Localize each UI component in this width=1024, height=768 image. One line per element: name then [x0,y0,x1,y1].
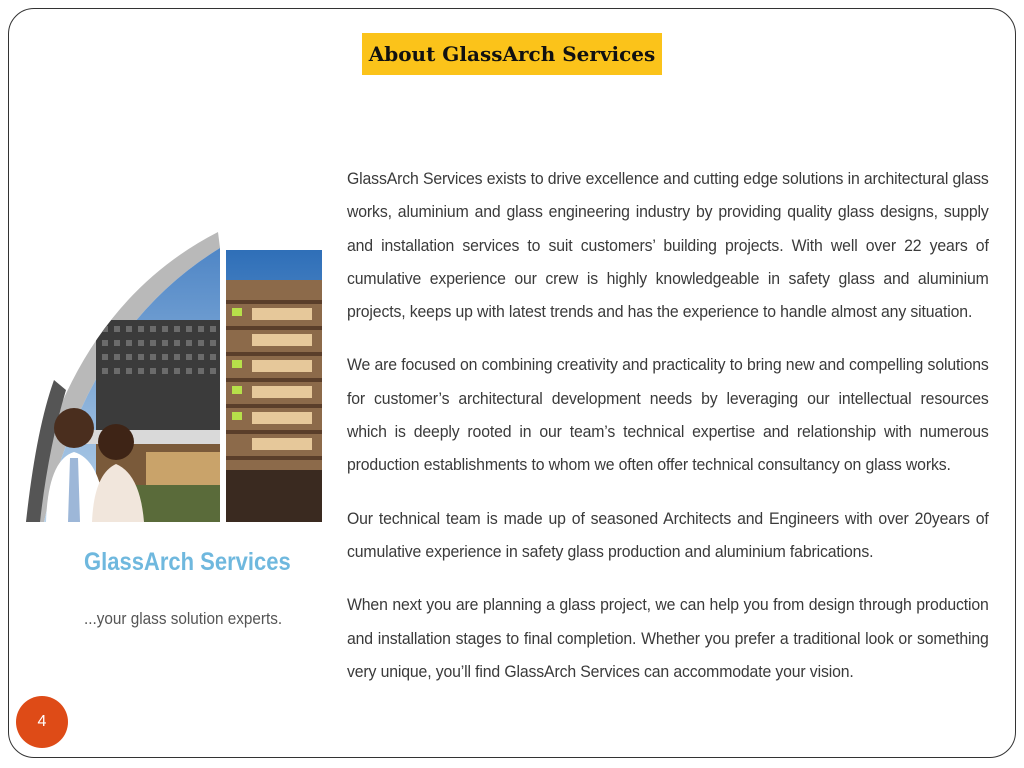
paragraph-3: Our technical team is made up of seasoned Architects and Engineers with over 20years of cumulative experience in safety glass production and aluminium fabrications. [347,508,989,561]
paragraph-1: GlassArch Services exists to drive excellence and cutting edge solutions in architectural glass works, aluminium and glass engineering industry by providing quality glass designs, supply and installation services to suit customers’ building projects. With well over 22 years of cumulative experience our crew is highly knowledgeable in safety glass and aluminium projects, keeps up with latest trends and has the experience to handle almost any situation. [347,169,989,322]
paragraph-4: When next you are planning a glass project, we can help you from design through production and installation stages to final completion. Whether you prefer a traditional look or something very unique, you’ll find GlassArch Services can accommodate your vision. [347,595,989,681]
paragraph-2: We are focused on combining creativity and practicality to bring new and compelling solutions for customer’s architectural development needs by leveraging our intellectual resources which is deeply rooted in our team’s technical expertise and relationship with numerous production establishments to whom we often offer technical consultancy on glass works. [347,355,989,475]
brand-tagline: ...your glass solution experts. [84,609,283,628]
slide-title: About GlassArch Services [362,33,662,75]
building-photo-collage [26,230,322,524]
brand-name: GlassArch Services [84,548,291,576]
page-number-badge: 4 [16,696,68,748]
about-text [347,162,989,708]
collage-graphic [26,230,322,524]
